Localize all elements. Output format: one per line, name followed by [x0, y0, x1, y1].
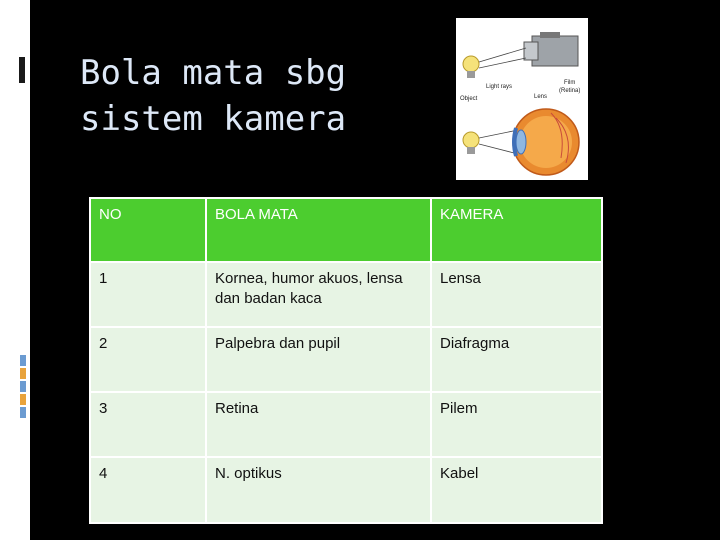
cell-kamera: Kabel — [431, 457, 602, 523]
cell-bola-mata: Kornea, humor akuos, lensa dan badan kaca — [206, 262, 431, 327]
table-row — [90, 392, 602, 457]
accent-block — [20, 355, 26, 366]
accent-stack — [20, 355, 26, 420]
header-kamera: KAMERA — [431, 198, 602, 262]
accent-block — [20, 368, 26, 379]
comparison-table-container — [89, 197, 601, 522]
cell-no: 2 — [90, 327, 206, 392]
eyeball-icon — [513, 109, 579, 175]
accent-block — [20, 394, 26, 405]
cell-kamera: Pilem — [431, 392, 602, 457]
cell-kamera: Lensa — [431, 262, 602, 327]
header-no: NO — [90, 198, 206, 262]
label-retina: (Retina) — [559, 88, 581, 94]
eye-camera-illustration — [456, 18, 588, 180]
cell-bola-mata: N. optikus — [206, 457, 431, 523]
label-object: Object — [460, 96, 478, 102]
slide-title: Bola mata sbg sistem kamera — [80, 53, 347, 139]
cell-no: 3 — [90, 392, 206, 457]
table-row — [90, 457, 602, 523]
table-row — [90, 327, 602, 392]
label-light-rays: Light rays — [486, 84, 513, 90]
accent-block — [20, 381, 26, 392]
table-row — [90, 262, 602, 327]
lightbulb-icon — [463, 56, 479, 78]
comparison-table — [89, 197, 603, 524]
label-film: Film — [564, 80, 576, 86]
title-marker — [17, 55, 27, 85]
header-bola-mata: BOLA MATA — [206, 198, 431, 262]
lightbulb-icon — [463, 132, 479, 154]
cell-bola-mata: Retina — [206, 392, 431, 457]
eye-camera-diagram — [456, 18, 588, 180]
label-lens: Lens — [534, 94, 548, 100]
table-header-row — [90, 198, 602, 262]
cell-no: 1 — [90, 262, 206, 327]
cell-bola-mata: Palpebra dan pupil — [206, 327, 431, 392]
camera-icon — [524, 32, 578, 66]
cell-kamera: Diafragma — [431, 327, 602, 392]
cell-no: 4 — [90, 457, 206, 523]
accent-block — [20, 407, 26, 418]
